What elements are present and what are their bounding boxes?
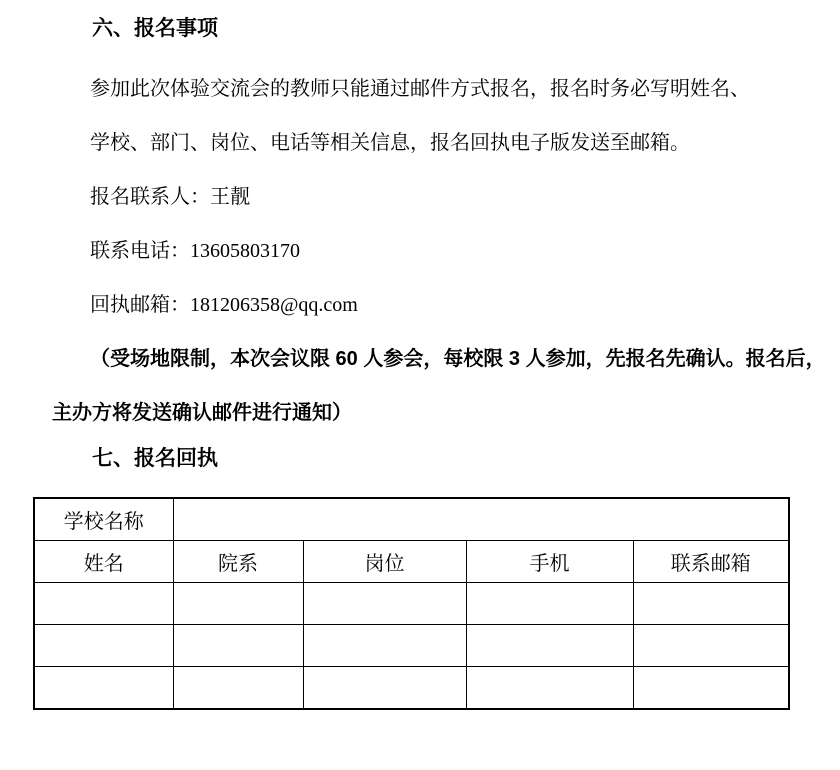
header-name-cell: 姓名	[34, 541, 173, 583]
entry-2-mobile-cell[interactable]	[466, 625, 633, 667]
entry-1-mobile-cell[interactable]	[466, 583, 633, 625]
entry-3-name-cell[interactable]	[34, 667, 173, 710]
paragraph-registration-line-2: 学校、部门、岗位、电话等相关信息，报名回执电子版发送至邮箱。	[90, 132, 690, 154]
section-heading-registration-receipt: 七、报名回执	[92, 447, 218, 470]
entry-1-name-cell[interactable]	[34, 583, 173, 625]
header-email-cell: 联系邮箱	[633, 541, 789, 583]
entry-1-email-cell[interactable]	[633, 583, 789, 625]
table-row-entry-1	[34, 583, 789, 625]
entry-2-department-cell[interactable]	[173, 625, 303, 667]
entry-3-department-cell[interactable]	[173, 667, 303, 710]
reply-email-line: 回执邮箱：181206358@qq.com	[90, 294, 358, 316]
entry-2-name-cell[interactable]	[34, 625, 173, 667]
entry-3-email-cell[interactable]	[633, 667, 789, 710]
header-position-cell: 岗位	[303, 541, 466, 583]
contact-phone-line: 联系电话：13605803170	[90, 240, 300, 262]
header-mobile-cell: 手机	[466, 541, 633, 583]
school-name-label-cell: 学校名称	[34, 498, 173, 541]
contact-person-line: 报名联系人：王靓	[90, 186, 250, 208]
capacity-note-line-1: （受场地限制，本次会议限 60 人参会，每校限 3 人参加，先报名先确认。报名后，	[90, 348, 826, 370]
table-row-school	[34, 498, 789, 541]
header-department-cell: 院系	[173, 541, 303, 583]
registration-receipt-table	[33, 497, 790, 710]
capacity-note-line-2: 主办方将发送确认邮件进行通知）	[52, 402, 352, 424]
table-row-entry-3	[34, 667, 789, 710]
table-row-entry-2	[34, 625, 789, 667]
entry-2-position-cell[interactable]	[303, 625, 466, 667]
paragraph-registration-line-1: 参加此次体验交流会的教师只能通过邮件方式报名，报名时务必写明姓名、	[90, 78, 750, 100]
table-header-row	[34, 541, 789, 583]
entry-3-mobile-cell[interactable]	[466, 667, 633, 710]
entry-1-department-cell[interactable]	[173, 583, 303, 625]
section-heading-registration-matters: 六、报名事项	[92, 17, 218, 40]
entry-2-email-cell[interactable]	[633, 625, 789, 667]
entry-3-position-cell[interactable]	[303, 667, 466, 710]
school-name-value-cell[interactable]	[173, 498, 789, 541]
entry-1-position-cell[interactable]	[303, 583, 466, 625]
